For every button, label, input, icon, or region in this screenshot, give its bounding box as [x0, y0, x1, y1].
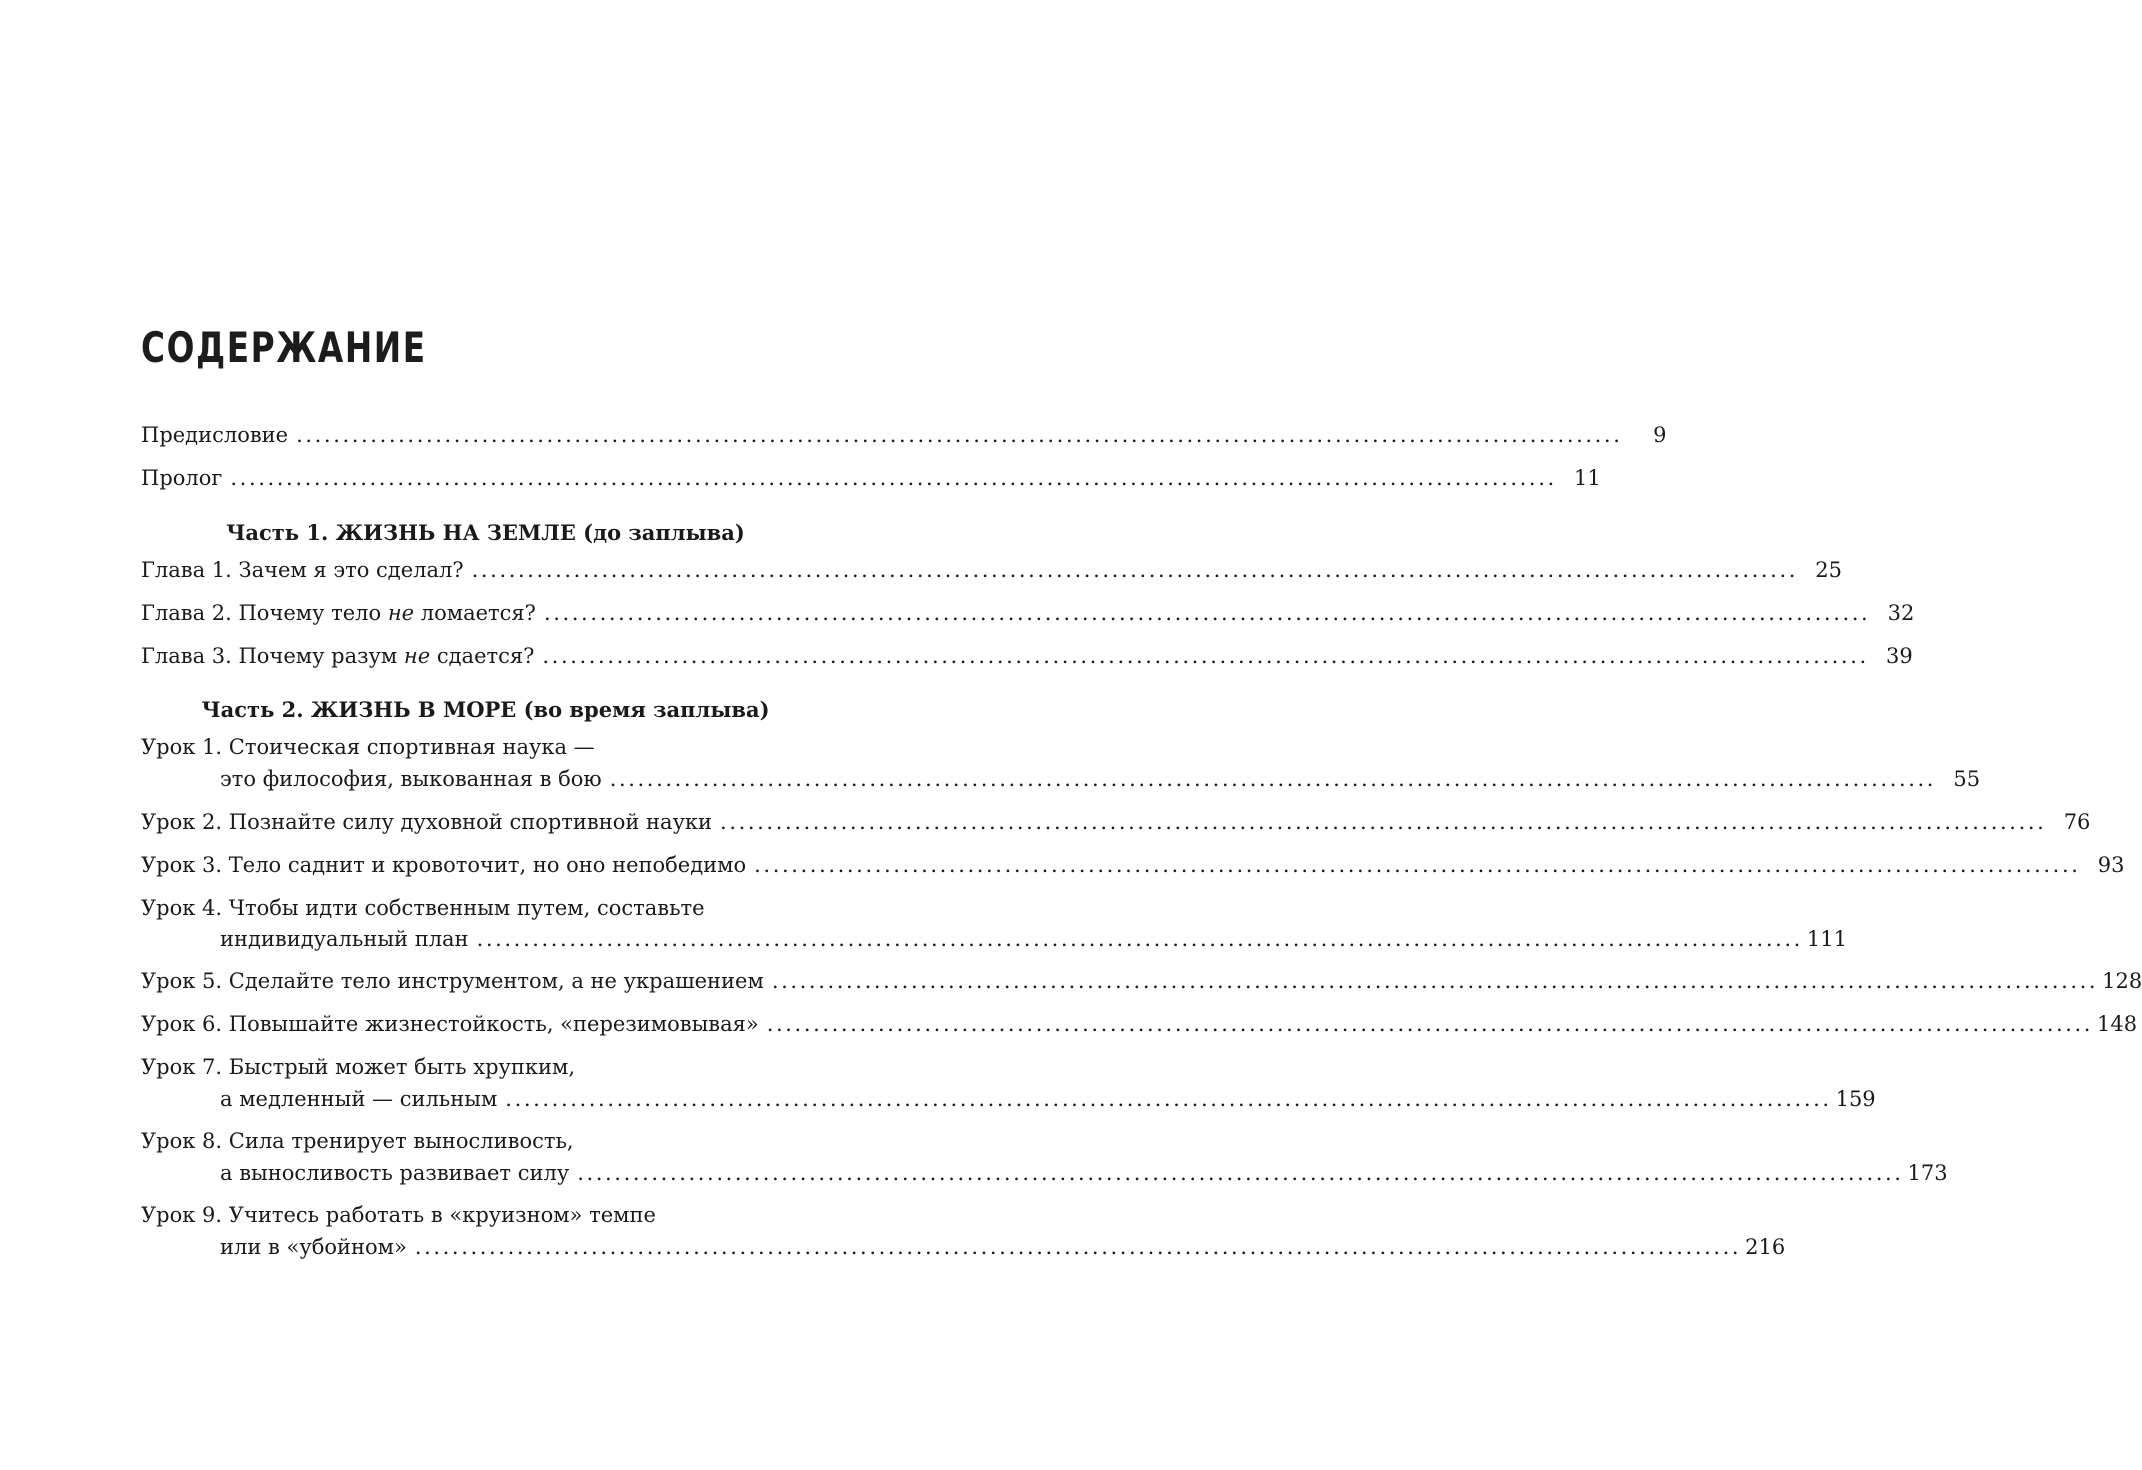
toc-entry-page: 25	[1815, 558, 1842, 582]
toc-entry-page: 159	[1835, 1087, 1876, 1111]
dot-leader: ...............................................................................................................................................	[609, 767, 1937, 791]
toc-entry-page: 93	[2097, 853, 2125, 877]
toc-entry-page: 55	[1953, 767, 1981, 791]
dot-leader: ...............................................................................................................................................	[771, 969, 2099, 993]
toc-entry-chapter-1[interactable]	[141, 555, 1842, 585]
toc-entry-page: 32	[1887, 601, 1915, 625]
dot-leader: ...............................................................................................................................................	[296, 423, 1623, 447]
page-title: СОДЕРЖАНИЕ	[141, 323, 427, 372]
toc-entry-lesson-8[interactable]	[141, 1158, 1948, 1188]
toc-entry-label: или в «убойном»	[220, 1235, 407, 1259]
dot-leader: ...............................................................................................................................................	[543, 601, 1871, 625]
toc-entry-lesson-2[interactable]	[141, 807, 2091, 837]
toc-entry-lesson-8-line1[interactable]: Урок 8. Сила тренирует выносливость,	[141, 1129, 574, 1153]
toc-entry-lesson-4-line1[interactable]: Урок 4. Чтобы идти собственным путем, составьте	[141, 896, 705, 920]
dot-leader: ...............................................................................................................................................	[230, 466, 1557, 490]
toc-entry-preface[interactable]	[141, 420, 1667, 450]
dot-leader: ...............................................................................................................................................	[505, 1087, 1832, 1111]
toc-entry-label: Урок 2. Познайте силу духовной спортивной науки	[141, 810, 713, 834]
toc-entry-label: а медленный — сильным	[220, 1087, 498, 1111]
dot-leader: ...............................................................................................................................................	[476, 927, 1803, 951]
toc-entry-page: 76	[2063, 810, 2091, 834]
toc-entry-label: индивидуальный план	[220, 927, 469, 951]
toc-entry-page: 128	[2102, 969, 2142, 993]
dot-leader: ...............................................................................................................................................	[577, 1161, 1904, 1185]
dot-leader: ...............................................................................................................................................	[414, 1235, 1742, 1259]
toc-entry-lesson-3[interactable]	[141, 850, 2125, 880]
toc-entry-chapter-3[interactable]	[141, 641, 1913, 671]
toc-entry-label: Урок 6. Повышайте жизнестойкость, «перезимовывая»	[141, 1012, 759, 1036]
toc-entry-page: 173	[1907, 1161, 1948, 1185]
toc-entry-label: Глава 2. Почему тело не ломается?	[141, 601, 536, 625]
toc-entry-page: 11	[1574, 466, 1601, 490]
toc-entry-lesson-6[interactable]	[141, 1009, 2138, 1039]
toc-entry-label: Глава 1. Зачем я это сделал?	[141, 558, 464, 582]
toc-entry-label: Предисловие	[141, 423, 289, 447]
toc-entry-label: Глава 3. Почему разум не сдается?	[141, 644, 535, 668]
toc-entry-lesson-4[interactable]	[141, 924, 1847, 954]
dot-leader: ...............................................................................................................................................	[720, 810, 2047, 834]
dot-leader: ...............................................................................................................................................	[766, 1012, 2094, 1036]
part-1-heading: Часть 1. ЖИЗНЬ НА ЗЕМЛЕ (до заплыва)	[226, 520, 745, 545]
toc-entry-lesson-1-line1[interactable]: Урок 1. Стоическая спортивная наука —	[141, 735, 595, 759]
toc-entry-label: а выносливость развивает силу	[220, 1161, 570, 1185]
dot-leader: ...............................................................................................................................................	[471, 558, 1798, 582]
toc-entry-page: 148	[2097, 1012, 2138, 1036]
part-2-heading: Часть 2. ЖИЗНЬ В МОРЕ (во время заплыва)	[201, 697, 770, 722]
dot-leader: ...............................................................................................................................................	[542, 644, 1869, 668]
toc-entry-lesson-1[interactable]	[141, 764, 1981, 794]
toc-entry-lesson-9-line1[interactable]: Урок 9. Учитесь работать в «круизном» темпе	[141, 1203, 656, 1227]
toc-entry-lesson-7[interactable]	[141, 1084, 1876, 1114]
toc-entry-page: 9	[1653, 423, 1667, 447]
toc-entry-lesson-5[interactable]	[141, 966, 2142, 996]
toc-entry-label: Урок 5. Сделайте тело инструментом, а не украшением	[141, 969, 764, 993]
toc-entry-lesson-7-line1[interactable]: Урок 7. Быстрый может быть хрупким,	[141, 1055, 575, 1079]
toc-entry-chapter-2[interactable]	[141, 598, 1915, 628]
emphasis: не	[403, 644, 431, 668]
toc-entry-label: Урок 3. Тело саднит и кровоточит, но оно непобедимо	[141, 853, 747, 877]
toc-entry-prologue[interactable]	[141, 463, 1601, 493]
toc-entry-page: 111	[1806, 927, 1847, 951]
toc-entry-label: Пролог	[141, 466, 223, 490]
toc-entry-label: это философия, выкованная в бою	[220, 767, 602, 791]
toc-entry-page: 216	[1745, 1235, 1786, 1259]
toc-entry-page: 39	[1886, 644, 1913, 668]
dot-leader: ...............................................................................................................................................	[754, 853, 2081, 877]
emphasis: не	[387, 601, 415, 625]
toc-entry-lesson-9[interactable]	[141, 1232, 1786, 1262]
